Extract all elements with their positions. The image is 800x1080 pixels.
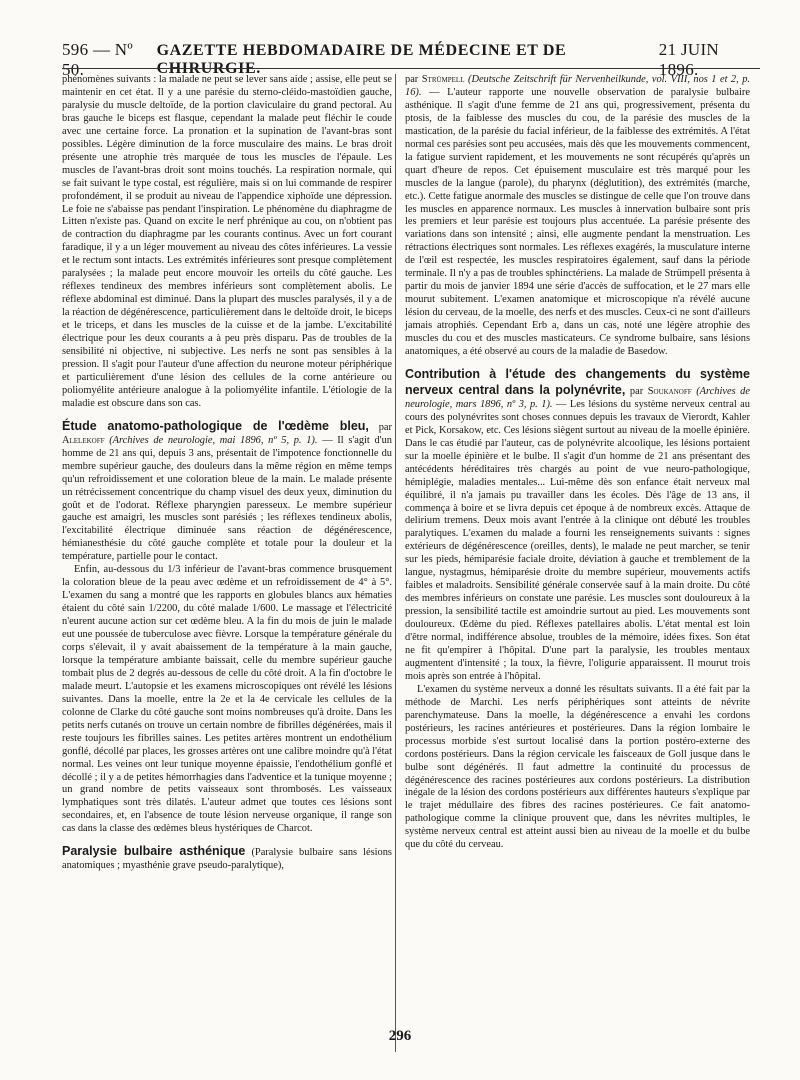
paragraph: — Les lésions du système nerveux central au cours des polynévrites sont choses connues depuis les travaux de Vierordt, Kahler et Pick, Korsakow, etc. Ces lésions siègent surtout au niveau de la moelle épinière. Dans le cas étudié par l'auteur, cas de polynévrite alcoolique, les lésions portaient sur la moelle épinière et le bulbe. Il s'agit d'un homme de 21 ans présentant des antécédents héréditaires très chargés au point de vue neuro-pathologique, hémiplégie, maladies mentales... Lui-même dès son enfance était nerveux mal équilibré, il n'a jamais pu travailler dans les écoles. Dès l'âge de 13 ans, il commença à boire et se livra depuis cet époque à de nombreux excès. Attaque de delirium tremens. Deux mois avant l'entrée à la clinique ont débuté les troubles paralytiques. L'examen du malade a fourni les renseignements suivants : signes extérieurs de dégénérescence (oreilles, dents), le malade ne peut marcher, se tenir sur les pieds, hémiparésie faciale droite, déviation à gauche et tremblement de la langue, nystagmus, hémiparésie droite du membre supérieur, mouvements actifs faibles et maladroits. Sensibilité générale conservée sauf à la main droite. Du côté des membres inférieurs on constate une parésie. Les muscles sont douloureux à la pression, la sensibilité tactile est amoindrie surtout au pied. Les mouvements sont douloureux. Œdème du pied. Réflexes patellaires abolis. L'état mental est loin d'être normal, indifférence absolue, troubles de la mémoire, idées fixes. Son état ne fit qu'empirer à l'hôpital. D'une part la paralysie, les troubles mentaux augmentent d'intensité ; la toux, la fièvre, l'oligurie apparaissent. Il mourut trois mois après son entrée à l'hôpital. [405,398,750,682]
paragraph: L'examen du système nerveux a donné les résultats suivants. Il a été fait par la méthode de Marchi. Les nerfs périphériques sont atteints de névrite parenchymateuse. Dans la moelle, la dégénérescence a envahi les cordons postérieurs, les racines antérieures et postérieures. Dans la région lombaire le processus morbide s'est surtout localisé dans la portion postéro-externe des cordons postérieurs. Dans la région cervicale les faisceaux de Goll jusque dans le bulbe sont dégénérés. Il faut admettre la continuité du processus de dégénérescence des racines postérieures aux cordons postérieurs. La distribution inégale de la lésion des cordons postérieurs aux différentes hauteurs s'explique par le trajet médullaire des fibres des racines postérieures. Ce fait anatomo-pathologique comme la clinique prouvent que, dans les névrites multiples, le système nerveux central est atteint aussi bien au niveau de la moelle et du bulbe que du côté du cerveau. [405,683,750,851]
article-author: Soukanoff [647,385,692,397]
folio-number: 296 [388,1028,412,1044]
paragraph: Enfin, au-dessous du 1/3 inférieur de l'avant-bras commence brusquement la coloration bleue de la peau avec œdème et un refroidissement de 4° à 5°. L'examen du sang a montré que les rapports en globules blancs aux hématies étaient du côté sain 1/2200, du côté malade 1/600. Le massage et l'électricité n'eurent aucune action sur cet œdème bleu. A la fin du mois de juin le malade eut une poussée de tuberculose avec fièvre. Lorsque la température générale du corps s'élevait, il y avait abaissement de la température à la main gauche, lorsque la température ambiante baissait, celle du membre supérieur gauche tombait plus de 2 degrés au-dessous de celle du côté droit. A la fin d'octobre le malade meurt. L'autopsie et les examens microscopiques ont révélé les lésions suivantes. Dans la moelle, entre la 2e et la 4e cervicale les cellules de la colonne de Clarke du côté gauche sont moins nombreuses qu'à droite. Dans les petits nerfs cutanés on trouve un certain nombre de fibrilles dégénérées, mais il reste toujours les fibrilles saines. Les petites artères montrent un endothélium gonflé, décollé par places, les grosses artères ont une calibre moindre qu'à l'état normal. Les veines ont leur tunique moyenne épaissie, l'endothélium gonflé et décollé ; il y a de petites hémorrhagies dans l'adventice et la tunique moyenne ; un grand nombre de petits vaisseaux sont thrombosés. Les vaisseaux lymphatiques sont très dilatés. L'auteur admet que toutes ces lésions sont secondaires, et, en l'absence de toute lésion nerveuse organique, il range son cas dans la classe des œdèmes bleus hystériques de Charcot. [62,564,392,835]
header-rule [62,68,760,69]
paragraph: phénomènes suivants : la malade ne peut se lever sans aide ; assise, elle peut se maintenir en cet état. Il y a une parésie du sterno-cléido-mastoïdien gauche, paralysie du muscle deltoïde, de la portion claviculaire du grand pectoral. Au bras gauche le biceps est flasque, cependant la malade peut fléchir le coude avec une certaine force. La pronation et la supination de l'avant-bras sont possibles. Légère diminution de la force musculaire des mains. Le bras droit présente une atrophie très marquée de tous les muscles de l'épaule. Les muscles de l'avant-bras droit sont moins touchés. La respiration normale, qui se fait suivant le type costal, est régulière, mais si on lui commande de respirer profondément, il se produit au niveau de l'appendice xiphoïde une dépression. Le foie ne s'abaisse pas pendant l'inspiration. Le phénomène du diaphragme de Litten n'existe pas. Quand on excite le nerf phrénique au cou, on n'obtient pas de contraction du diaphragme par les courants continus. Avec un fort courant faradique, il y a un léger mouvement au niveau des côtes inférieures. La vessie et le rectum sont intacts. Les extrémités inférieures sont presque complètement paralysées ; la malade peut encore mouvoir les orteils du côté gauche. Les réflexes tendineux des membres inférieurs sont complètement abolis. Le réflexe abdominal est diminué. Dans la plupart des muscles paralysés, il y a de la réaction de dégénérescence, particulièrement dans le deltoïde droit, le biceps et le triceps, et dans les muscles de la cuisse et de la jambe. L'excitabilité électrique pour les deux courants a à peu près disparu. Pas de troubles de la sensibilité ni objective, ni subjective. Les nerfs ne sont pas sensibles à la pression. Il s'agit pour l'auteur d'une affection du neurone moteur périphérique et particulièrement d'une lésion des cellules de la corne antérieure ou poliomyélite antérieure analogue à la poliomyélite infantile. L'étiologie de la maladie est obscure dans son cas. [62,74,392,409]
running-header [62,40,760,79]
article-continuation [405,74,750,359]
article-strumpell-start [62,844,392,873]
article-author: Strümpell [421,74,465,85]
issue-date: 21 JUIN 1896. [658,40,719,79]
column-divider [395,74,396,1052]
page-number-issue: 596 — Nº 50. [62,40,133,79]
article-reference: (Archives de neurologie, mars 1896, nº 3, p. 1). [405,385,750,410]
article-heading [405,367,750,684]
article-reference: (Archives de neurologie, mai 1896, nº 5, p. 1). [109,434,318,446]
article-by: par [629,385,644,397]
article-heading [62,419,392,564]
article-by: par [378,421,392,433]
article-title: Contribution à l'étude des changements du système nerveux central dans la polynévrite, [405,366,750,397]
journal-title: GAZETTE HEBDOMADAIRE DE MÉDECINE ET DE CHIRURGIE. [156,42,567,77]
article-subtitle: (Paralysie bulbaire sans lésions anatomiques ; myasthénie grave pseudo-paralytique), [62,847,392,872]
article-reference: (Deutsche Zeitschrift für Nervenheilkunde, vol. VIII, nos 1 et 2, p. 16). [405,74,750,98]
article-heading [62,844,392,873]
article-alelekoff [62,419,392,837]
article-title: Paralysie bulbaire asthénique [62,844,246,859]
paragraph: — L'auteur rapporte une nouvelle observation de paralysie bulbaire asthénique. Il s'agit d'une femme de 21 ans qui, progressivement, présenta du ptosis, de la faiblesse des muscles du cou, de la parésie des muscles de la mastication, de la parésie du facial inférieur, de la faiblesse des extrémités. A l'état normal ces parésies sont peu accusées, mais dès que les mouvements commencent, la fatigue survient rapidement, et les mouvements ne sont récupérés qu'après un quart d'heure de repos. Cet épuisement musculaire est très marqué pour les muscles de la langue (parole), du pharynx (déglutition), des extrémités (marche, etc.). Cette fatigue anormale des muscles se distingue de celle que l'on trouve dans les muscles en apparence normaux. Les muscles à innervation bulbaire sont pris les premiers et leur parésie est toujours plus accentuée. La parésie présente des variations dans son intensité ; ainsi, elle augmente pendant la menstruation. Les rétractions électriques sont normales. Les réflexes exagérés, la musculature interne de l'œil est respectée, les muscles respiratoires également, sauf dans la période terminale. Il n'y a pas de troubles sphinctériens. La malade de Strümpell présenta à partir du mois de janvier 1894 une série d'accès de suffocation, et le 27 mars elle mourut subitement. L'examen anatomique et microscopique n'a révélé aucune lésion du cerveau, de la moelle, des nerfs et des muscles. Ceux-ci ne sont d'ailleurs jamais atrophiés. Cependant Erb a, dans un cas, noté une légère atrophie des muscles du cou et des muscles masticateurs. Ce syndrome bulbaire, sans lésions anatomiques, a été observé au cours de la maladie de Basedow. [405,86,750,358]
article-author: Alelekoff [62,434,105,446]
article-soukanoff [405,367,750,852]
left-column [62,74,392,873]
article-by: par [405,74,419,85]
article-title: Étude anatomo-pathologique de l'œdème bleu, [62,418,369,433]
right-column [405,74,750,852]
paragraph: — Il s'agit d'un homme de 21 ans qui, depuis 3 ans, présentait de l'impotence fonctionnelle du membre supérieur gauche, des douleurs dans la même région en même temps qu'un refroidissement et une coloration bleue de la main. Le malade présente un rétrécissement concentrique du champ visuel des deux yeux, diminution du goût et de l'odorat. Réflexe pharyngien paresseux. Le membre supérieur gauche est amaigri, les muscles sont parésiés ; les réflexes tendineux abolis, l'excitabilité électrique diminuée sans réaction de dégénérescence, hémianesthésie du côté gauche complète et totale pour la douleur et la température, partielle pour le contact. [62,434,392,563]
